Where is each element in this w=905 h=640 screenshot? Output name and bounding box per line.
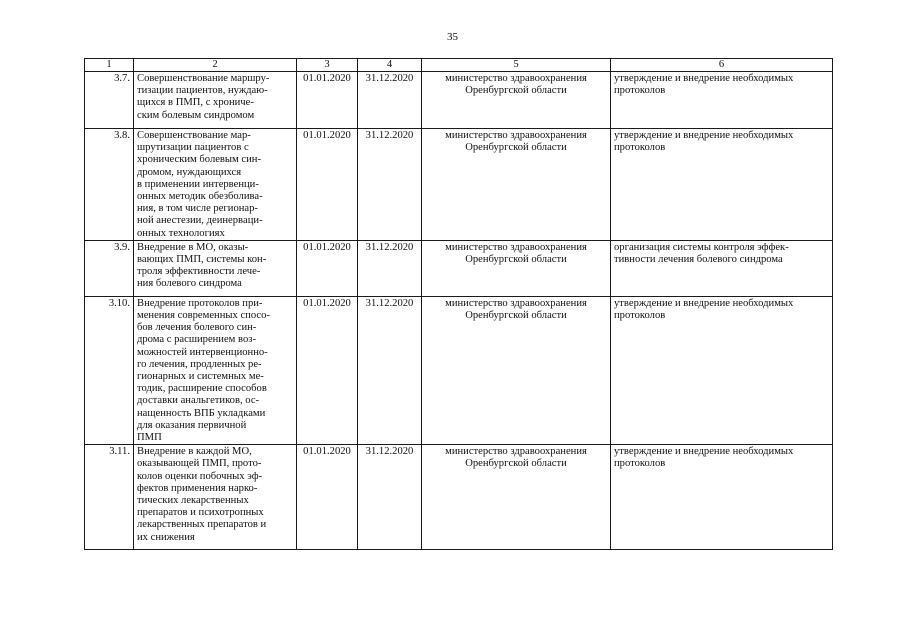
description-line: вающих ПМП, системы кон- — [137, 254, 267, 266]
expected-result — [611, 129, 833, 241]
description-line: ния болевого синдрома — [137, 278, 242, 290]
description-line: ским болевым синдромом — [137, 109, 255, 121]
expected-result — [611, 445, 833, 550]
description-line: шрутизации пациентов с — [137, 142, 249, 154]
result-line: утверждение и внедрение необходимых — [614, 297, 794, 309]
result-line: утверждение и внедрение необходимых — [614, 130, 794, 141]
description-line: Совершенствование мар- — [137, 130, 251, 141]
page-number: 35 — [447, 31, 458, 43]
row-number: 3.11. — [85, 445, 134, 550]
description-line: тизации пациентов, нуждаю- — [137, 85, 268, 97]
column-header: 3 — [297, 59, 358, 72]
table-row — [85, 445, 833, 550]
start-date: 01.01.2020 — [297, 72, 358, 129]
responsible-organization — [422, 445, 611, 550]
description-line: бов лечения болевого син- — [137, 322, 257, 334]
description-line: Внедрение протоколов при- — [137, 297, 263, 309]
end-date: 31.12.2020 — [358, 72, 422, 129]
column-header: 1 — [85, 59, 134, 72]
responsible-organization — [422, 240, 611, 296]
description-line: Внедрение в МО, оказы- — [137, 241, 249, 253]
description-line: дрома с расширением воз- — [137, 334, 256, 346]
description-line: дромом, нуждающихся — [137, 166, 242, 178]
organization-line: министерство здравоохранения — [445, 297, 587, 309]
expected-result — [611, 240, 833, 296]
description-line: менения современных спосо- — [137, 310, 270, 322]
description-line: Внедрение в каждой МО, — [137, 446, 252, 458]
description-line: ной анестезии, деинервaци- — [137, 215, 263, 227]
measure-description — [134, 72, 297, 129]
description-line: их снижения — [137, 531, 195, 543]
description-line: хроническим болевым син- — [137, 154, 261, 166]
description-line: препаратов и психотропных — [137, 507, 264, 519]
description-line: го лечения, продленных ре- — [137, 358, 262, 370]
description-line: в применении интервенци- — [137, 178, 259, 190]
result-line: протоколов — [614, 458, 666, 470]
description-line: для оказания первичной — [137, 419, 247, 431]
measure-description — [134, 129, 297, 241]
result-line: организация системы контроля эффек- — [614, 241, 789, 253]
table-row — [85, 129, 833, 241]
row-number: 3.8. — [85, 129, 134, 241]
column-header: 6 — [611, 59, 833, 72]
responsible-organization — [422, 129, 611, 241]
end-date: 31.12.2020 — [358, 445, 422, 550]
result-line: тивности лечения болевого синдрома — [614, 254, 783, 266]
expected-result — [611, 296, 833, 444]
expected-result — [611, 72, 833, 129]
description-line: троля эффективности лече- — [137, 266, 261, 278]
description-line: ния, в том числе регионар- — [137, 203, 258, 215]
table-row — [85, 296, 833, 444]
result-line: утверждение и внедрение необходимых — [614, 446, 794, 458]
end-date: 31.12.2020 — [358, 296, 422, 444]
description-line: фектов применения нарко- — [137, 482, 258, 494]
measures-table — [84, 58, 833, 550]
responsible-organization — [422, 296, 611, 444]
organization-line: министерство здравоохранения — [445, 130, 587, 141]
description-line: тодик, расширение способов — [137, 383, 267, 395]
row-number: 3.10. — [85, 296, 134, 444]
description-line: ПМП — [137, 432, 162, 444]
organization-line: Оренбургской области — [465, 458, 567, 470]
description-line: онных технологиях — [137, 227, 225, 239]
organization-line: министерство здравоохранения — [445, 446, 587, 458]
result-line: протоколов — [614, 310, 666, 322]
end-date: 31.12.2020 — [358, 240, 422, 296]
table-row — [85, 240, 833, 296]
measure-description — [134, 296, 297, 444]
description-line: гионарных и системных ме- — [137, 371, 264, 383]
description-line: доставки анальгетиков, ос- — [137, 395, 260, 407]
table-row — [85, 72, 833, 129]
row-number: 3.7. — [85, 72, 134, 129]
organization-line: Оренбургской области — [465, 85, 567, 97]
description-line: Совершенствование маршру- — [137, 73, 270, 84]
result-line: протоколов — [614, 142, 666, 154]
end-date: 31.12.2020 — [358, 129, 422, 241]
organization-line: Оренбургской области — [465, 142, 567, 154]
start-date: 01.01.2020 — [297, 296, 358, 444]
column-header: 4 — [358, 59, 422, 72]
measure-description — [134, 240, 297, 296]
description-line: оказывающей ПМП, прото- — [137, 458, 262, 470]
description-line: щихся в ПМП, с хрониче- — [137, 97, 254, 109]
table-header-row — [85, 59, 833, 72]
description-line: онных методик обезболива- — [137, 191, 263, 203]
column-header: 2 — [134, 59, 297, 72]
description-line: можностей интервенционно- — [137, 346, 268, 358]
responsible-organization — [422, 72, 611, 129]
column-header: 5 — [422, 59, 611, 72]
description-line: лекарственных препаратов и — [137, 519, 267, 531]
result-line: утверждение и внедрение необходимых — [614, 73, 794, 84]
start-date: 01.01.2020 — [297, 129, 358, 241]
organization-line: министерство здравоохранения — [445, 73, 587, 84]
description-line: колов оценки побочных эф- — [137, 470, 263, 482]
description-line: тических лекарственных — [137, 495, 249, 507]
row-number: 3.9. — [85, 240, 134, 296]
organization-line: Оренбургской области — [465, 254, 567, 266]
organization-line: министерство здравоохранения — [445, 241, 587, 253]
start-date: 01.01.2020 — [297, 445, 358, 550]
start-date: 01.01.2020 — [297, 240, 358, 296]
organization-line: Оренбургской области — [465, 310, 567, 322]
measure-description — [134, 445, 297, 550]
result-line: протоколов — [614, 85, 666, 97]
description-line: нащенность ВПБ укладками — [137, 407, 266, 419]
